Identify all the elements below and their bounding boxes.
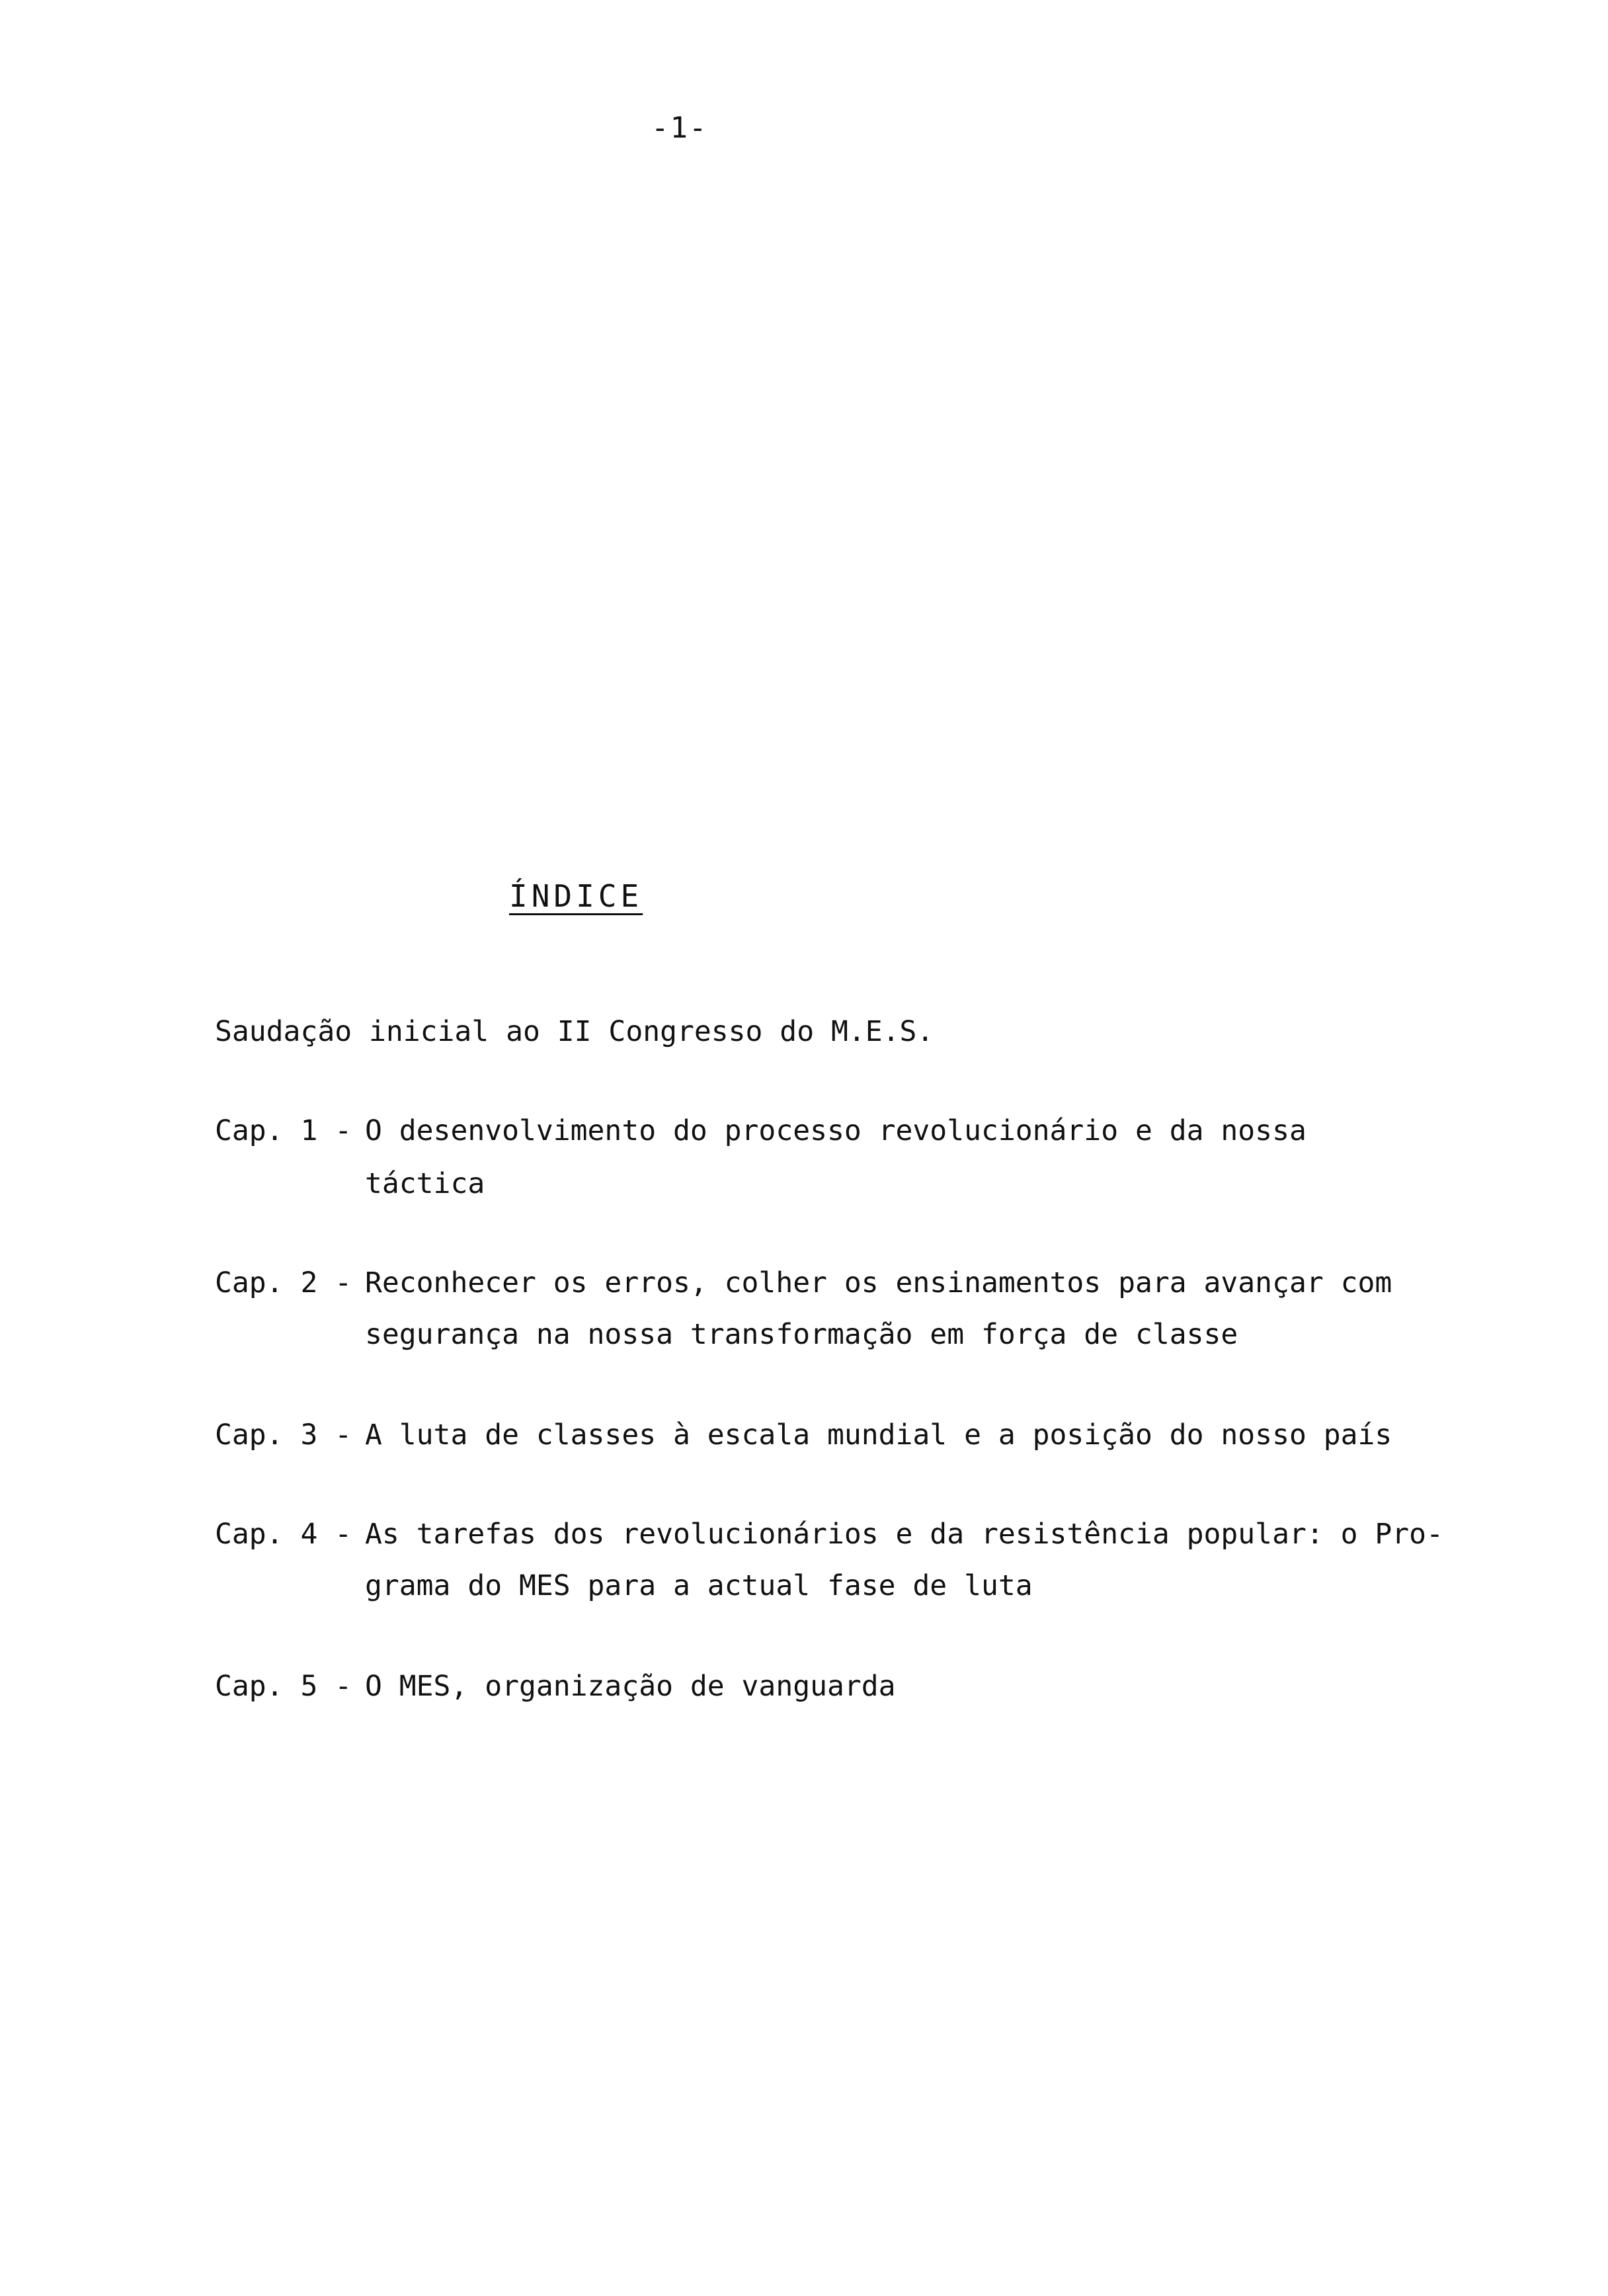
page-title: ÍNDICE: [509, 878, 643, 914]
chapter-1-label: Cap. 1 -: [215, 1114, 352, 1147]
chapter-2-line-1: Reconhecer os erros, colher os ensinamentos para avançar com: [365, 1266, 1392, 1299]
chapter-5-line-1: O MES, organização de vanguarda: [365, 1670, 896, 1703]
chapter-3-label: Cap. 3 -: [215, 1418, 352, 1452]
chapter-4-line-2: grama do MES para a actual fase de luta: [365, 1569, 1033, 1602]
chapter-1-line-2: táctica: [365, 1167, 485, 1200]
chapter-5-label: Cap. 5 -: [215, 1670, 352, 1703]
chapter-4-label: Cap. 4 -: [215, 1518, 352, 1551]
chapter-4-line-1: As tarefas dos revolucionários e da resistência popular: o Pro-: [365, 1518, 1443, 1551]
chapter-2-line-2: segurança na nossa transformação em força de classe: [365, 1318, 1238, 1351]
chapter-3-line-1: A luta de classes à escala mundial e a posição do nosso país: [365, 1418, 1392, 1452]
toc-intro: Saudação inicial ao II Congresso do M.E.S.: [215, 1015, 934, 1048]
page-number: -1-: [651, 111, 708, 145]
chapter-2-label: Cap. 2 -: [215, 1266, 352, 1299]
chapter-1-line-1: O desenvolvimento do processo revolucionário e da nossa: [365, 1114, 1306, 1147]
